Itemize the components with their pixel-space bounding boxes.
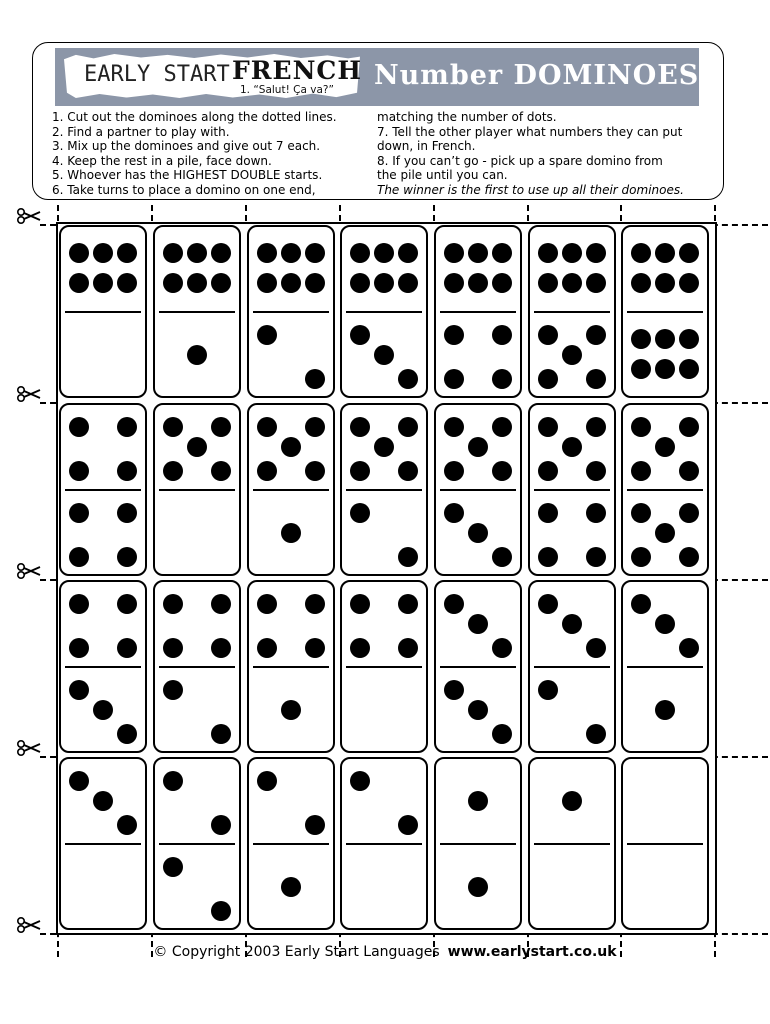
domino-card (621, 225, 709, 398)
instruction-line: 8. If you can’t go - pick up a spare domino from (377, 153, 663, 168)
pip-dot (69, 417, 89, 437)
pip-dot (562, 614, 582, 634)
pip-dot (492, 273, 512, 293)
pip-dot (350, 594, 370, 614)
domino-half-top (155, 227, 239, 311)
pip-dot (69, 273, 89, 293)
pip-dot (538, 325, 558, 345)
pip-dot (398, 461, 418, 481)
pip-dot (69, 638, 89, 658)
copyright-text: © Copyright 2003 Early Start Languages (153, 944, 440, 960)
domino-half-top (249, 227, 333, 311)
domino-half-bottom (249, 668, 333, 752)
domino-half-bottom (155, 491, 239, 575)
pip-dot (679, 359, 699, 379)
pip-dot (211, 273, 231, 293)
domino-half-bottom (436, 313, 520, 397)
pip-dot (444, 417, 464, 437)
pip-dot (562, 243, 582, 263)
pip-dot (93, 791, 113, 811)
footer (0, 944, 770, 960)
domino-half-top (249, 582, 333, 666)
pip-dot (350, 417, 370, 437)
domino-half-bottom (61, 845, 145, 929)
domino-half-top (436, 582, 520, 666)
logo-early-start: EARLY START (84, 62, 230, 87)
pip-dot (257, 461, 277, 481)
domino-half-top (155, 405, 239, 489)
pip-dot (586, 547, 606, 567)
domino-card (340, 580, 428, 753)
pip-dot (398, 243, 418, 263)
pip-dot (163, 680, 183, 700)
domino-half-top (61, 582, 145, 666)
pip-dot (468, 791, 488, 811)
domino-half-bottom (61, 491, 145, 575)
pip-dot (281, 437, 301, 457)
pip-dot (350, 325, 370, 345)
domino-half-top (342, 227, 426, 311)
domino-half-top (623, 759, 707, 843)
logo-subtitle: 1. “Salut! Ça va?” (240, 84, 334, 96)
domino-half-bottom (155, 668, 239, 752)
pip-dot (492, 547, 512, 567)
pip-dot (679, 273, 699, 293)
pip-dot (444, 503, 464, 523)
pip-dot (444, 325, 464, 345)
pip-dot (163, 638, 183, 658)
pip-dot (631, 594, 651, 614)
pip-dot (163, 417, 183, 437)
pip-dot (631, 461, 651, 481)
domino-half-top (530, 405, 614, 489)
domino-half-top (436, 227, 520, 311)
domino-half-bottom (623, 845, 707, 929)
pip-dot (398, 369, 418, 389)
pip-dot (374, 437, 394, 457)
pip-dot (117, 503, 137, 523)
instruction-line: 2. Find a partner to play with. (52, 124, 230, 139)
domino-half-bottom (155, 313, 239, 397)
pip-dot (69, 503, 89, 523)
pip-dot (562, 273, 582, 293)
domino-card (528, 403, 616, 576)
instructions-column-1 (52, 110, 382, 198)
instruction-line: 3. Mix up the dominoes and give out 7 each. (52, 139, 321, 154)
pip-dot (69, 461, 89, 481)
pip-dot (211, 901, 231, 921)
pip-dot (444, 273, 464, 293)
pip-dot (117, 243, 137, 263)
pip-dot (631, 243, 651, 263)
pip-dot (163, 594, 183, 614)
pip-dot (468, 614, 488, 634)
domino-half-bottom (342, 313, 426, 397)
scissors-icon (16, 385, 42, 403)
instruction-line: 4. Keep the rest in a pile, face down. (52, 153, 272, 168)
domino-half-top (436, 759, 520, 843)
domino-card (340, 757, 428, 930)
pip-dot (398, 815, 418, 835)
pip-dot (187, 437, 207, 457)
pip-dot (492, 417, 512, 437)
pip-dot (679, 547, 699, 567)
pip-dot (538, 461, 558, 481)
instruction-line: 6. Take turns to place a domino on one end, (52, 182, 316, 197)
pip-dot (281, 700, 301, 720)
pip-dot (586, 325, 606, 345)
instructions-column-2 (377, 110, 722, 198)
domino-half-top (623, 227, 707, 311)
pip-dot (468, 437, 488, 457)
pip-dot (492, 369, 512, 389)
pip-dot (679, 417, 699, 437)
domino-half-top (155, 582, 239, 666)
domino-half-top (61, 759, 145, 843)
domino-half-top (249, 405, 333, 489)
pip-dot (679, 503, 699, 523)
pip-dot (586, 724, 606, 744)
pip-dot (350, 638, 370, 658)
pip-dot (374, 243, 394, 263)
scissors-icon (16, 562, 42, 580)
pip-dot (586, 273, 606, 293)
pip-dot (350, 503, 370, 523)
pip-dot (444, 594, 464, 614)
domino-card (340, 225, 428, 398)
pip-dot (631, 329, 651, 349)
pip-dot (586, 417, 606, 437)
domino-half-top (530, 759, 614, 843)
domino-half-bottom (436, 491, 520, 575)
pip-dot (163, 461, 183, 481)
pip-dot (69, 243, 89, 263)
domino-card (153, 757, 241, 930)
pip-dot (211, 417, 231, 437)
pip-dot (257, 771, 277, 791)
pip-dot (281, 273, 301, 293)
pip-dot (211, 724, 231, 744)
pip-dot (538, 503, 558, 523)
website-url: www.earlystart.co.uk (447, 944, 617, 960)
pip-dot (444, 243, 464, 263)
pip-dot (257, 638, 277, 658)
domino-half-bottom (530, 845, 614, 929)
domino-card (621, 403, 709, 576)
domino-card (247, 580, 335, 753)
domino-half-top (530, 227, 614, 311)
domino-half-bottom (249, 845, 333, 929)
domino-half-top (530, 582, 614, 666)
pip-dot (117, 638, 137, 658)
domino-card (247, 225, 335, 398)
pip-dot (655, 700, 675, 720)
pip-dot (187, 345, 207, 365)
pip-dot (117, 461, 137, 481)
domino-card (153, 580, 241, 753)
pip-dot (492, 325, 512, 345)
pip-dot (257, 594, 277, 614)
pip-dot (538, 243, 558, 263)
pip-dot (305, 273, 325, 293)
logo-french: FRENCH (232, 56, 362, 85)
domino-card (247, 403, 335, 576)
pip-dot (586, 503, 606, 523)
domino-card (153, 225, 241, 398)
pip-dot (631, 547, 651, 567)
domino-card (434, 757, 522, 930)
pip-dot (69, 680, 89, 700)
domino-card (59, 403, 147, 576)
pip-dot (398, 594, 418, 614)
pip-dot (444, 680, 464, 700)
pip-dot (117, 815, 137, 835)
domino-card (528, 225, 616, 398)
pip-dot (93, 243, 113, 263)
pip-dot (492, 724, 512, 744)
pip-dot (93, 273, 113, 293)
domino-half-bottom (61, 668, 145, 752)
pip-dot (211, 243, 231, 263)
domino-card (59, 757, 147, 930)
pip-dot (655, 523, 675, 543)
pip-dot (187, 243, 207, 263)
pip-dot (93, 700, 113, 720)
domino-card (340, 403, 428, 576)
pip-dot (655, 614, 675, 634)
domino-half-top (342, 582, 426, 666)
pip-dot (631, 503, 651, 523)
instruction-line: 7. Tell the other player what numbers they can put (377, 124, 683, 139)
pip-dot (468, 877, 488, 897)
pip-dot (281, 523, 301, 543)
pip-dot (257, 417, 277, 437)
scissors-icon (16, 207, 42, 225)
domino-card (528, 757, 616, 930)
domino-half-bottom (342, 845, 426, 929)
pip-dot (211, 638, 231, 658)
pip-dot (117, 273, 137, 293)
pip-dot (586, 461, 606, 481)
pip-dot (257, 325, 277, 345)
pip-dot (163, 771, 183, 791)
pip-dot (69, 547, 89, 567)
pip-dot (117, 547, 137, 567)
pip-dot (586, 369, 606, 389)
pip-dot (257, 243, 277, 263)
domino-half-bottom (249, 491, 333, 575)
pip-dot (305, 243, 325, 263)
winner-rule: The winner is the first to use up all their dominoes. (377, 182, 684, 197)
pip-dot (492, 461, 512, 481)
domino-half-bottom (61, 313, 145, 397)
pip-dot (538, 547, 558, 567)
domino-half-top (623, 405, 707, 489)
pip-dot (538, 369, 558, 389)
pip-dot (305, 638, 325, 658)
pip-dot (163, 273, 183, 293)
pip-dot (655, 329, 675, 349)
domino-card (621, 580, 709, 753)
domino-half-top (342, 405, 426, 489)
pip-dot (562, 345, 582, 365)
domino-half-top (249, 759, 333, 843)
domino-card (59, 580, 147, 753)
pip-dot (468, 700, 488, 720)
pip-dot (350, 243, 370, 263)
page-title: Number DOMINOES (374, 60, 700, 91)
pip-dot (631, 359, 651, 379)
domino-half-bottom (623, 491, 707, 575)
domino-card (434, 403, 522, 576)
domino-half-top (342, 759, 426, 843)
instruction-line: matching the number of dots. (377, 110, 557, 124)
pip-dot (281, 243, 301, 263)
pip-dot (305, 461, 325, 481)
domino-half-bottom (342, 491, 426, 575)
pip-dot (538, 680, 558, 700)
pip-dot (468, 243, 488, 263)
pip-dot (374, 273, 394, 293)
pip-dot (586, 243, 606, 263)
instruction-line: 1. Cut out the dominoes along the dotted lines. (52, 110, 337, 124)
domino-half-bottom (436, 845, 520, 929)
domino-card (153, 403, 241, 576)
pip-dot (655, 243, 675, 263)
domino-card (528, 580, 616, 753)
domino-half-top (61, 227, 145, 311)
pip-dot (492, 243, 512, 263)
pip-dot (679, 329, 699, 349)
scissors-icon (16, 916, 42, 934)
pip-dot (281, 877, 301, 897)
pip-dot (655, 273, 675, 293)
pip-dot (655, 359, 675, 379)
pip-dot (631, 417, 651, 437)
domino-half-top (155, 759, 239, 843)
domino-half-top (61, 405, 145, 489)
pip-dot (655, 437, 675, 457)
domino-half-bottom (623, 313, 707, 397)
domino-half-bottom (623, 668, 707, 752)
pip-dot (562, 437, 582, 457)
pip-dot (631, 273, 651, 293)
pip-dot (586, 638, 606, 658)
pip-dot (679, 638, 699, 658)
domino-half-bottom (155, 845, 239, 929)
domino-half-bottom (436, 668, 520, 752)
pip-dot (117, 594, 137, 614)
scissors-icon (16, 739, 42, 757)
domino-half-bottom (530, 668, 614, 752)
pip-dot (305, 369, 325, 389)
pip-dot (163, 857, 183, 877)
pip-dot (398, 273, 418, 293)
pip-dot (492, 638, 512, 658)
pip-dot (305, 815, 325, 835)
domino-half-bottom (530, 491, 614, 575)
pip-dot (350, 461, 370, 481)
pip-dot (398, 547, 418, 567)
pip-dot (679, 461, 699, 481)
domino-card (247, 757, 335, 930)
instruction-line: 5. Whoever has the HIGHEST DOUBLE starts. (52, 168, 323, 183)
pip-dot (350, 273, 370, 293)
pip-dot (163, 243, 183, 263)
pip-dot (562, 791, 582, 811)
pip-dot (69, 771, 89, 791)
domino-half-bottom (249, 313, 333, 397)
pip-dot (211, 815, 231, 835)
pip-dot (374, 345, 394, 365)
pip-dot (69, 594, 89, 614)
pip-dot (187, 273, 207, 293)
pip-dot (398, 638, 418, 658)
pip-dot (444, 461, 464, 481)
pip-dot (468, 523, 488, 543)
pip-dot (211, 461, 231, 481)
pip-dot (538, 273, 558, 293)
pip-dot (350, 771, 370, 791)
pip-dot (444, 369, 464, 389)
pip-dot (468, 273, 488, 293)
domino-half-top (623, 582, 707, 666)
pip-dot (538, 417, 558, 437)
pip-dot (679, 243, 699, 263)
domino-card (434, 580, 522, 753)
pip-dot (117, 724, 137, 744)
instruction-line: down, in French. (377, 139, 476, 154)
domino-card (59, 225, 147, 398)
pip-dot (257, 273, 277, 293)
pip-dot (211, 594, 231, 614)
pip-dot (117, 417, 137, 437)
domino-half-bottom (342, 668, 426, 752)
pip-dot (305, 594, 325, 614)
domino-half-top (436, 405, 520, 489)
pip-dot (538, 594, 558, 614)
pip-dot (398, 417, 418, 437)
domino-card (434, 225, 522, 398)
domino-half-bottom (530, 313, 614, 397)
instruction-line: the pile until you can. (377, 168, 508, 183)
pip-dot (305, 417, 325, 437)
domino-card (621, 757, 709, 930)
